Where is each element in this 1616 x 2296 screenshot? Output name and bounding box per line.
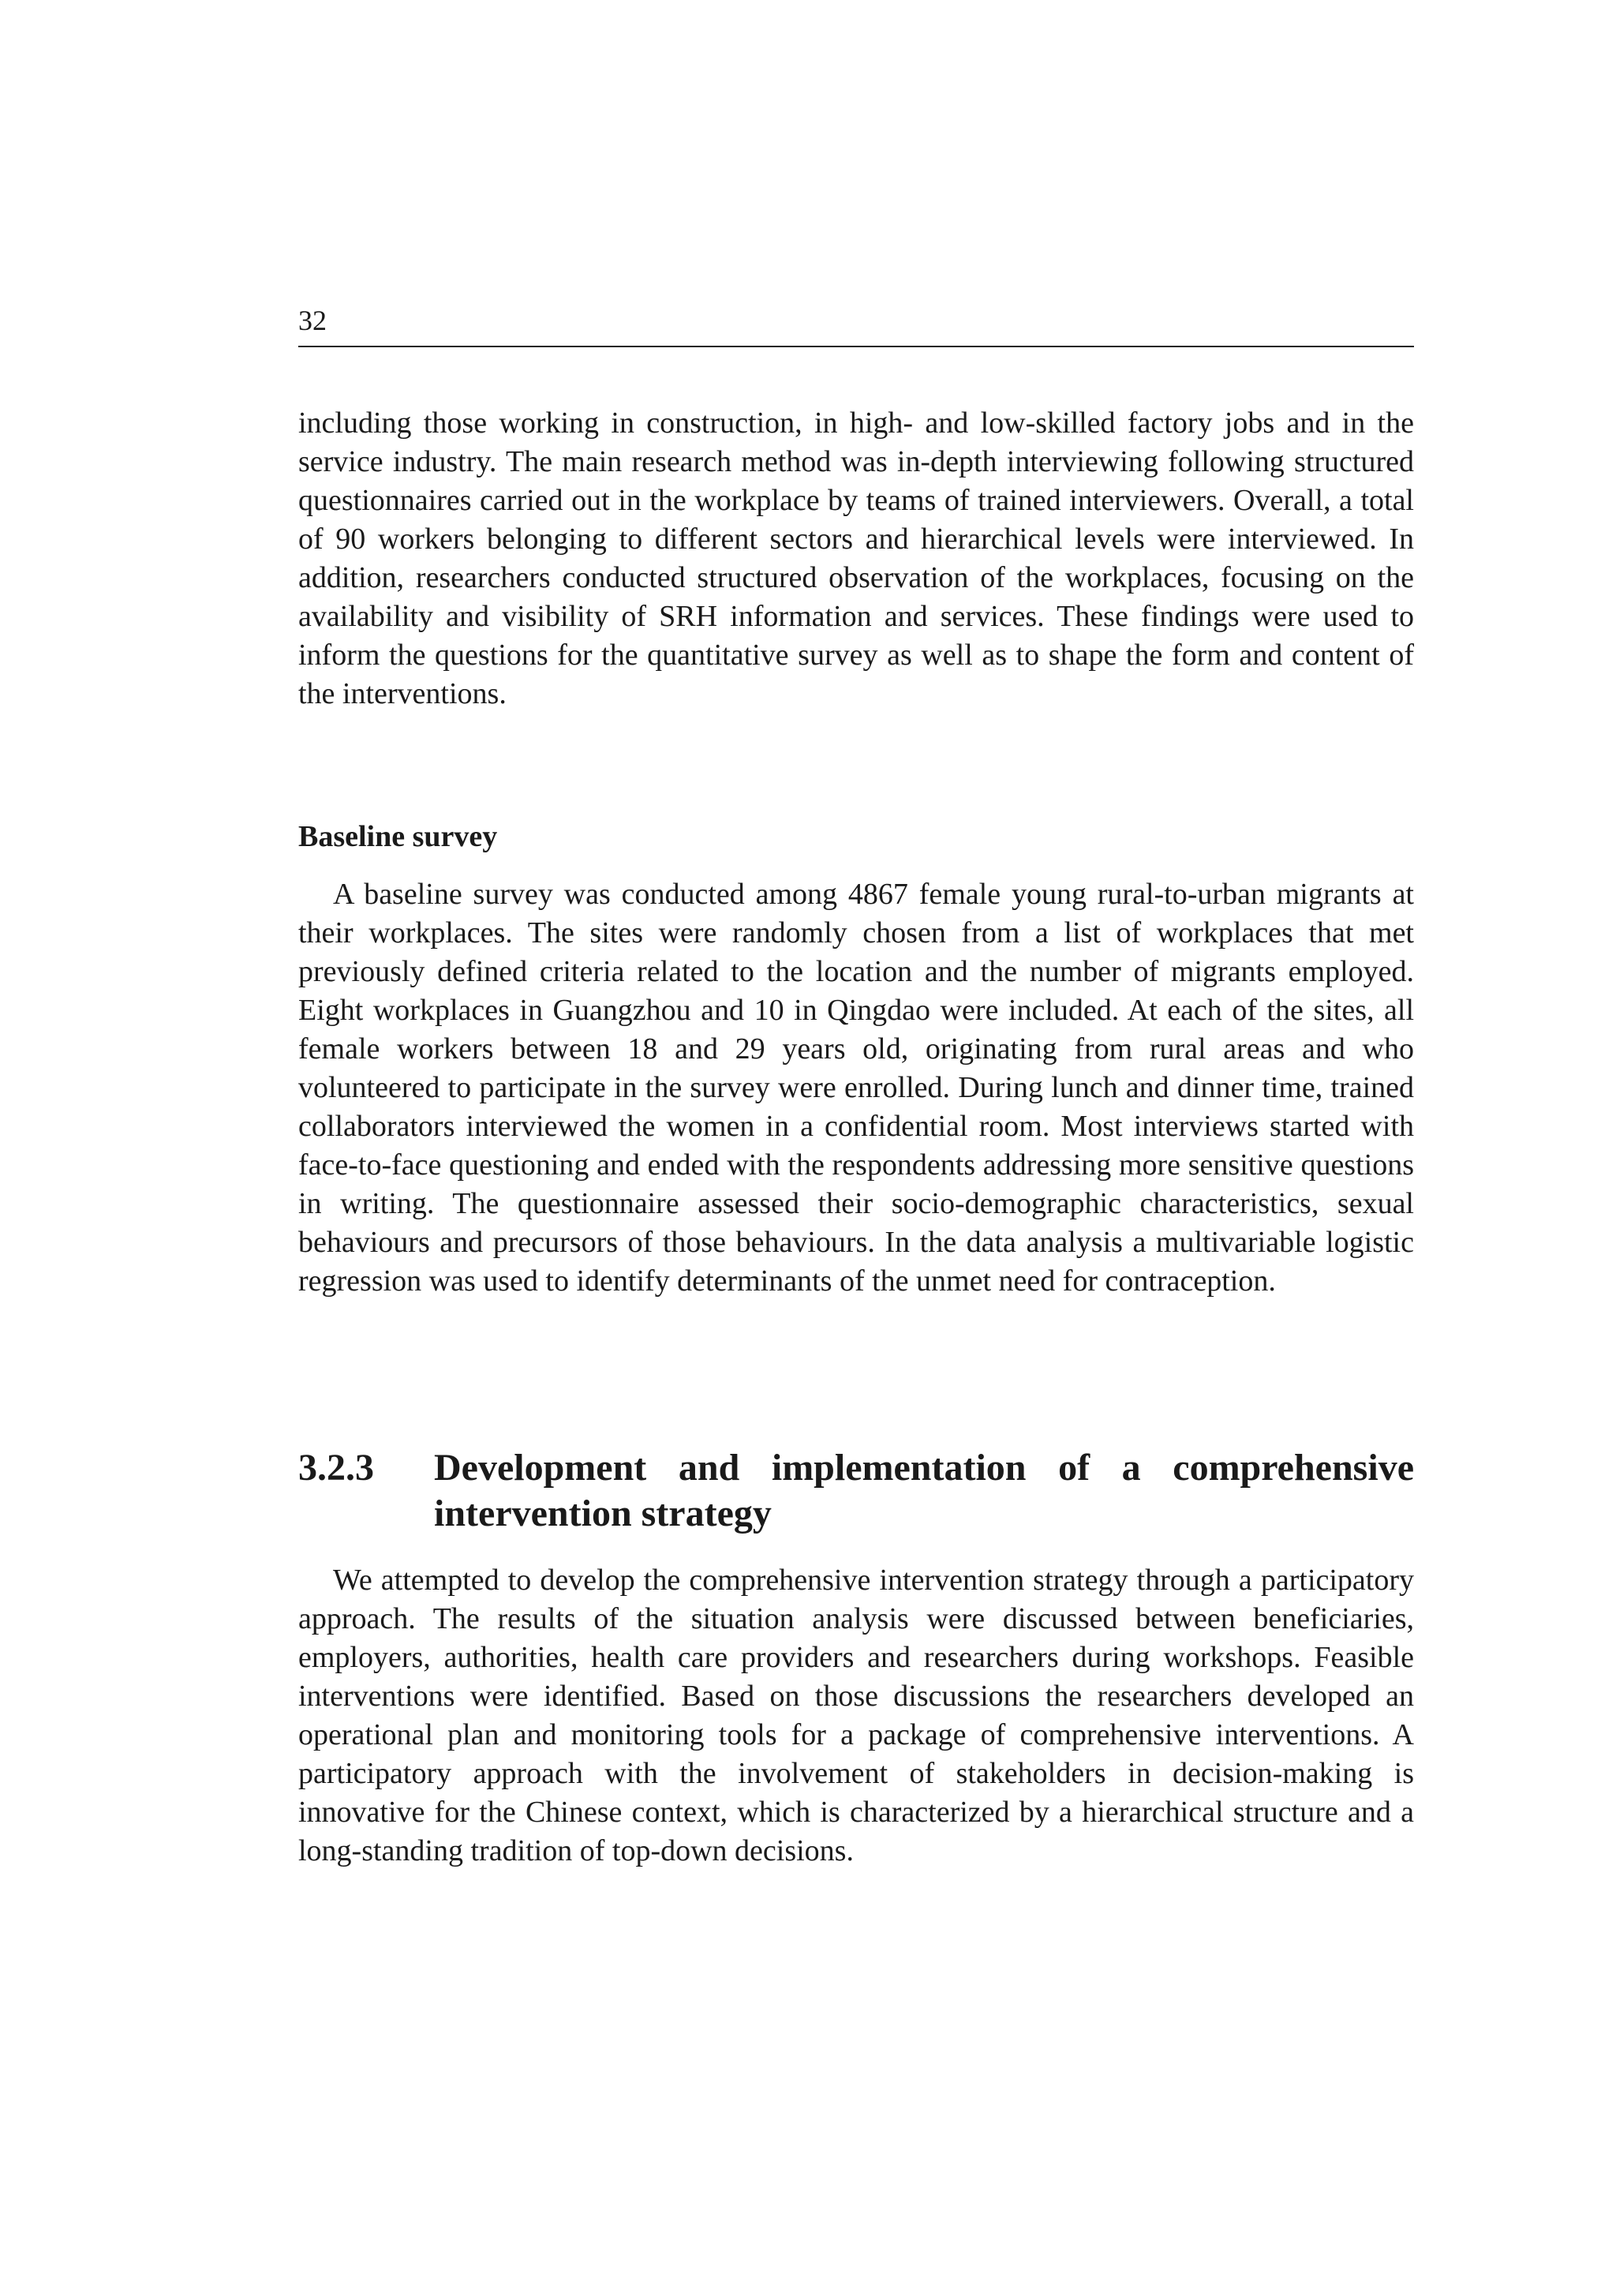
section-heading [298,1445,1414,1537]
section-title: Development and implementation of a comprehensive intervention strategy [434,1447,1414,1534]
subheading-baseline-survey: Baseline survey [298,820,498,853]
paragraph-intro: including those working in construction, in high- and low-skilled factory jobs and in the service industry. The main research method was in-depth interviewing following structured questionnaires carried out in the workplace by teams of trained interviewers. Overall, a total of 90 workers belonging to different sectors and hierarchical levels were interviewed. In addition, researchers conducted structured observation of the workplaces, focusing on the availability and visibility of SRH information and services. These findings were used to inform the questions for the quantitative survey as well as to shape the form and content of the interventions. [298,406,1414,710]
page-number: 32 [298,305,327,336]
page-header [298,302,1414,347]
paragraph-baseline-survey: A baseline survey was conducted among 4867 female young rural-to-urban migrants at their workplaces. The sites were randomly chosen from a list of workplaces that met previously defined criteria related to the location and the number of migrants employed. Eight workplaces in Guangzhou and 10 in Qingdao were included. At each of the sites, all female workers between 18 and 29 years old, originating from rural areas and who volunteered to participate in the survey were enrolled. During lunch and dinner time, trained collaborators interviewed the women in a confidential room. Most interviews started with face-to-face questioning and ended with the respondents addressing more sensitive questions in writing. The questionnaire assessed their socio-demographic characteristics, sexual behaviours and precursors of those behaviours. In the data analysis a multivariable logistic regression was used to identify determinants of the unmet need for contraception. [298,878,1414,1298]
section-number: 3.2.3 [298,1447,374,1489]
paragraph-development: We attempted to develop the comprehensive intervention strategy through a participatory approach. The results of the situation analysis were discussed between beneficiaries, employers, authorities, health care providers and researchers during workshops. Feasible interventions were identified. Based on those discussions the researchers developed an operational plan and monitoring tools for a package of comprehensive interventions. A participatory approach with the involvement of stakeholders in decision-making is innovative for the Chinese context, which is characterized by a hierarchical structure and a long-standing tradition of top-down decisions. [298,1564,1414,1867]
